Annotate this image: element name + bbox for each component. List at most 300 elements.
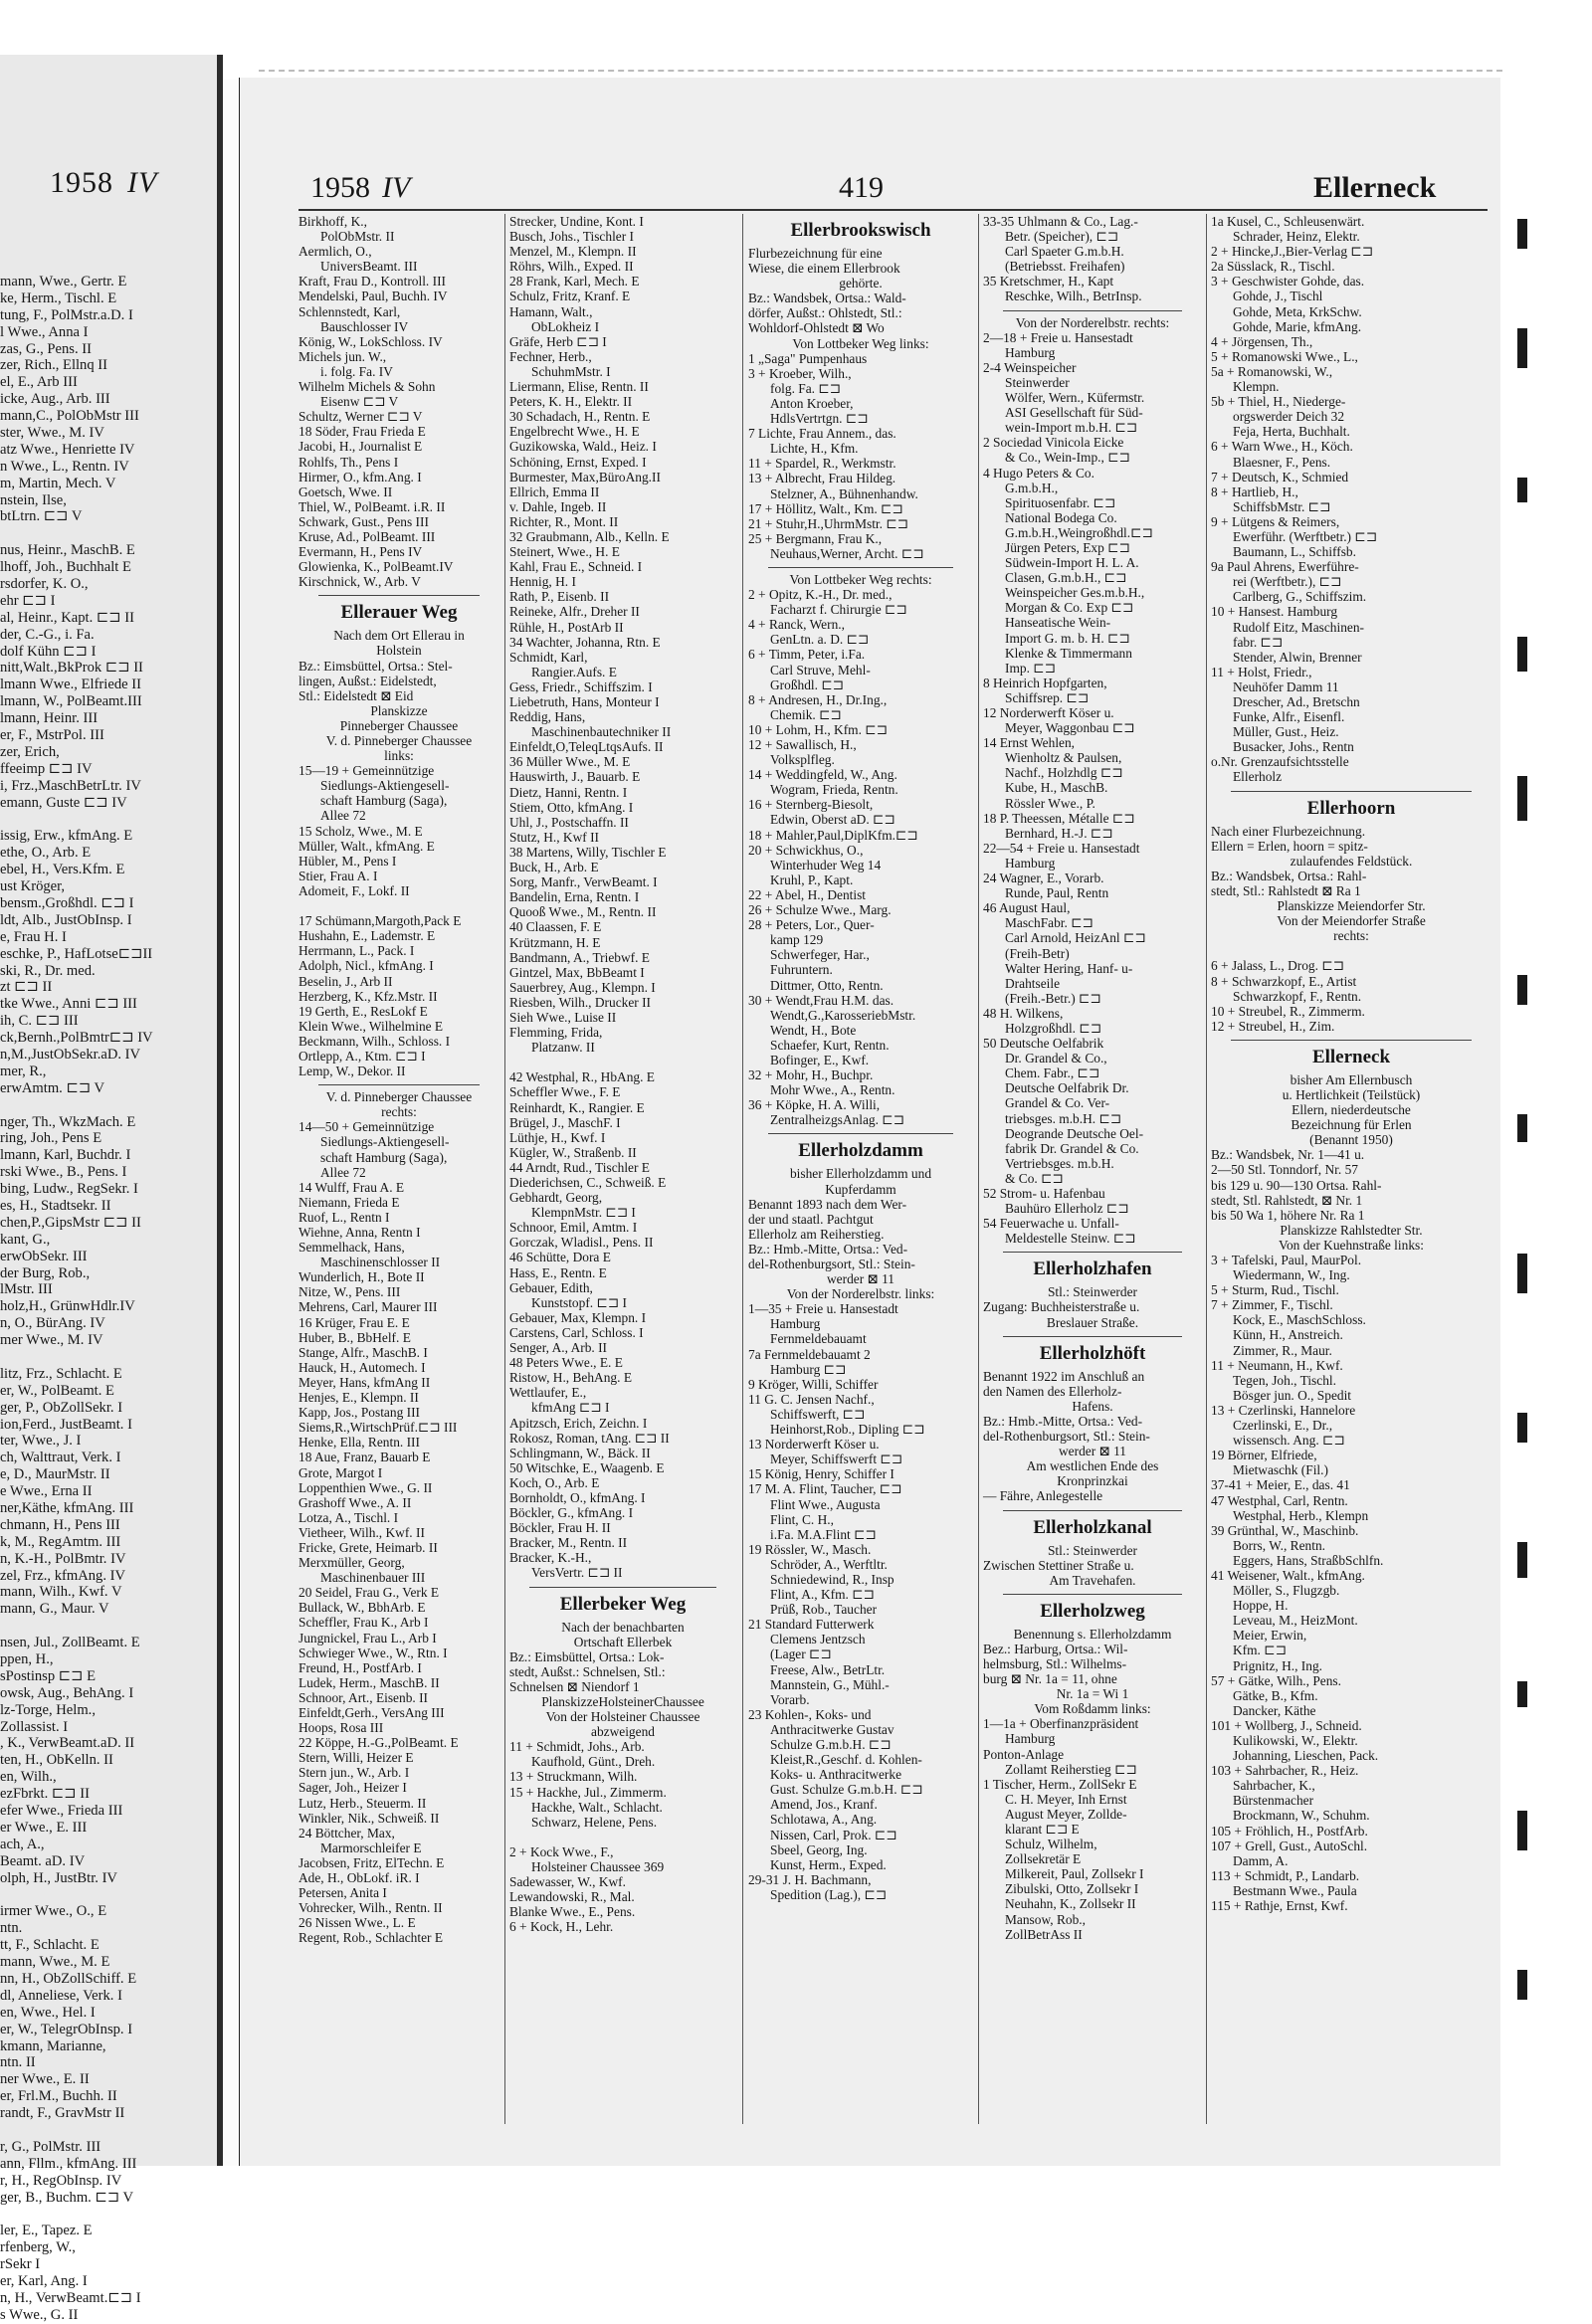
directory-entry: 3 + Tafelski, Paul, MaurPol.: [1211, 1253, 1362, 1267]
resident-subentry: i. folg. Fa. IV: [320, 363, 393, 379]
left-page-line: er, Karl, Ang. I: [0, 2272, 88, 2289]
directory-entry: Wohldorf-Ohlstedt ⊠ Wo: [748, 320, 885, 336]
directory-entry: Henke, Ella, Rentn. III: [298, 1435, 420, 1451]
left-page-line: [0, 525, 213, 542]
resident-subentry: Vertriebsges. m.b.H.: [1005, 1155, 1114, 1171]
resident-subentry: Gohde, Marie, kfmAng.: [1233, 318, 1362, 334]
left-page-header: [50, 166, 157, 200]
directory-entry: Jungnickel, Frau L., Arb I: [298, 1630, 437, 1646]
resident-subentry: Neuhahn, K., Zollsekr II: [1005, 1896, 1136, 1912]
resident-subentry: ObLokheiz I: [531, 318, 600, 334]
directory-entry: Hirmer, O., kfm.Ang. I: [298, 469, 422, 484]
directory-entry: 20 + Schwickhus, O.,: [748, 842, 864, 858]
resident-subentry: Flint, C. H.,: [770, 1511, 834, 1527]
street-note: Von der Norderelbstr. links:: [786, 1286, 935, 1302]
resident-subentry: Hamburg: [1005, 1731, 1056, 1747]
left-page-line: lmann Wwe., Elfriede II: [0, 677, 141, 693]
directory-entry: Lemp, W., Dekor. II: [298, 1064, 406, 1079]
left-page-line: nsen, Jul., ZollBeamt. E: [0, 1635, 140, 1651]
section-separator: [1003, 1510, 1182, 1511]
resident-subentry: Nissen, Carl, Prok. ⊏⊐: [770, 1827, 897, 1842]
section-separator: [1003, 310, 1182, 311]
left-page-line: der Burg, Rob.,: [0, 1264, 91, 1281]
street-note: Von der Kuehnstraße links:: [1279, 1237, 1424, 1253]
resident-subentry: schaft Hamburg (Saga),: [320, 793, 448, 809]
left-page-line: i, Frz.,MaschBetrLtr. IV: [0, 777, 141, 794]
directory-entry: 6 + Kock, H., Lehr.: [509, 1919, 614, 1935]
directory-entry: 5a + Romanowski, W.,: [1211, 363, 1333, 379]
left-page-line: n, O., BürAng. IV: [0, 1315, 105, 1332]
left-page-line: bensm.,Großhdl. ⊏⊐ I: [0, 894, 134, 911]
directory-entry: Uhl, J., Postschaffn. II: [509, 814, 629, 830]
resident-subentry: Flint, A., Kfm. ⊏⊐: [770, 1587, 875, 1603]
left-page-line: r, G., PolMstr. III: [0, 2138, 101, 2155]
left-page-entries: [0, 274, 213, 2324]
directory-entry: 35 Kretschmer, H., Kapt: [983, 274, 1114, 290]
street-note: Vom Roßdamm links:: [1034, 1701, 1151, 1717]
section-separator: [318, 1084, 480, 1085]
directory-entry: 30 + Wendt,Frau H.M. das.: [748, 992, 895, 1008]
directory-entry: Dietz, Hanni, Rentn. I: [509, 784, 628, 800]
header-rule: [298, 209, 1488, 211]
left-page-line: ethe, O., Arb. E: [0, 845, 92, 862]
directory-entry: Lotza, A., Tischl. I: [298, 1509, 399, 1525]
directory-entry: Liebetruth, Hans, Monteur I: [509, 694, 660, 709]
directory-entry: Wunderlich, H., Bote II: [298, 1269, 425, 1285]
directory-entry: Glowienka, K., PolBeamt.IV: [298, 559, 454, 575]
directory-entry: 8 + Andresen, H., Dr.Ing.,: [748, 691, 888, 707]
resident-subentry: Busacker, Johs., Rentn: [1233, 739, 1354, 755]
resident-subentry: Reschke, Wilh., BetrInsp.: [1005, 289, 1142, 304]
directory-entry: 113 + Schmidt, P., Landarb.: [1211, 1867, 1360, 1883]
directory-entry: Ponton-Anlage: [983, 1746, 1065, 1762]
left-page-line: ger, P., ObZollSekr. I: [0, 1399, 123, 1416]
resident-subentry: Ellerholz: [1233, 769, 1283, 785]
directory-entry: 33-35 Uhlmann & Co., Lag.-: [983, 214, 1138, 229]
resident-subentry: Bauhüro Ellerholz ⊏⊐: [1005, 1201, 1129, 1217]
directory-entry: 12 + Sawallisch, H.,: [748, 737, 857, 752]
directory-column-1: [298, 214, 499, 2134]
resident-subentry: Edwin, Oberst aD. ⊏⊐: [770, 812, 896, 828]
left-page-line: chmann, H., Pens III: [0, 1516, 120, 1533]
directory-entry: 8 Heinrich Hopfgarten,: [983, 675, 1107, 690]
directory-entry: Hennig, H. I: [509, 574, 576, 590]
directory-entry: Ade, H., ObLokf. iR. I: [298, 1870, 420, 1886]
directory-entry: 26 Nissen Wwe., L. E: [298, 1915, 416, 1931]
directory-entry: 40 Claassen, F. E: [509, 919, 602, 935]
left-page-line: r, H., RegObInsp. IV: [0, 2172, 122, 2189]
directory-entry: Stier, Frau A. I: [298, 868, 378, 883]
resident-subentry: Wendt,G.,KarosseriebMstr.: [770, 1007, 916, 1023]
resident-subentry: kamp 129: [770, 932, 824, 948]
resident-subentry: Hamburg: [770, 1316, 821, 1332]
directory-entry: Ristow, H., BehAng. E: [509, 1370, 632, 1386]
left-page-line: ust Kröger,: [0, 878, 66, 895]
street-note: links:: [384, 748, 414, 764]
directory-entry: Huber, B., BbHelf. E: [298, 1329, 411, 1345]
directory-entry: Herrmann, L., Pack. I: [298, 943, 415, 959]
left-page-line: eschke, P., HafLotse⊏⊐II: [0, 945, 153, 962]
resident-subentry: Klempn.: [1233, 379, 1280, 395]
resident-subentry: Kunst, Herm., Exped.: [770, 1856, 887, 1872]
directory-entry: Zugang: Buchheisterstraße u.: [983, 1299, 1140, 1315]
directory-entry: 36 + Köpke, H. A. Willi,: [748, 1097, 881, 1113]
directory-entry: 115 + Rathje, Ernst, Kwf.: [1211, 1898, 1348, 1914]
resident-subentry: Leveau, M., HeizMont.: [1233, 1613, 1358, 1629]
directory-entry: Müller, Walt., kfmAng. E: [298, 838, 435, 854]
resident-subentry: GenLtn. a. D. ⊏⊐: [770, 632, 870, 648]
resident-subentry: Bestmann Wwe., Paula: [1233, 1882, 1357, 1898]
directory-entry: Stern jun., W., Arb. I: [298, 1765, 410, 1781]
directory-entry: 4 + Jörgensen, Th.,: [1211, 333, 1313, 349]
resident-subentry: Gohde, J., Tischl: [1233, 289, 1323, 304]
directory-entry: 34 Wachter, Johanna, Rtn. E: [509, 634, 661, 650]
left-page-line: holz,H., GrünwHdlr.IV: [0, 1298, 135, 1315]
left-page-line: owsk, Aug., BehAng. I: [0, 1684, 134, 1701]
directory-entry: 21 Standard Futterwerk: [748, 1617, 875, 1633]
directory-entry: Stange, Alfr., MaschB. I: [298, 1344, 428, 1360]
directory-entry: Menzel, M., Klempn. II: [509, 244, 637, 260]
street-heading: Ellerbeker Weg: [559, 1593, 687, 1615]
street-note: Stl.: Steinwerder: [1047, 1284, 1137, 1300]
left-page-line: ler, E., Tapez. E: [0, 2223, 93, 2239]
resident-subentry: Hamburg ⊏⊐: [770, 1361, 847, 1377]
directory-entry: Schwark, Gust., Pens III: [298, 513, 429, 529]
directory-entry: 3 + Kroeber, Wilh.,: [748, 365, 852, 381]
resident-subentry: Maschinenbauer III: [320, 1570, 426, 1586]
directory-entry: Loppenthien Wwe., G. II: [298, 1479, 433, 1495]
directory-entry: Schulz, Fritz, Kranf. E: [509, 289, 631, 304]
directory-entry: Flemming, Frida,: [509, 1025, 603, 1041]
directory-entry: 54 Feuerwache u. Unfall-: [983, 1216, 1119, 1232]
left-page-line: n, K.-H., PolBmtr. IV: [0, 1550, 126, 1567]
directory-entry: Böckler, G., kfmAng. I: [509, 1505, 634, 1521]
resident-subentry: Baumann, L., Schiffsb.: [1233, 544, 1356, 560]
directory-entry: Beckmann, Wilh., Schloss. I: [298, 1033, 451, 1049]
left-page-line: ezFbrkt. ⊏⊐ II: [0, 1786, 90, 1803]
resident-subentry: Siedlungs-Aktiengesell-: [320, 778, 450, 794]
directory-entry: Kraft, Frau D., Kontroll. III: [298, 274, 447, 290]
directory-entry: Niemann, Frieda E: [298, 1194, 400, 1210]
street-note: Planskizze: [370, 702, 428, 718]
directory-entry: Schnoor, Emil, Amtm. I: [509, 1220, 638, 1236]
directory-entry: König, W., LokSchloss. IV: [298, 333, 443, 349]
left-page-line: emann, Guste ⊏⊐ IV: [0, 794, 127, 811]
directory-entry: Brügel, J., MaschF. I: [509, 1114, 621, 1130]
resident-subentry: Eggers, Hans, StraßbSchlfn.: [1233, 1552, 1384, 1568]
resident-subentry: Platzanw. II: [531, 1040, 595, 1056]
directory-entry: Bez.: Harburg, Ortsa.: Wil-: [983, 1641, 1128, 1656]
left-page-line: ner Wwe., E. II: [0, 2071, 90, 2088]
directory-entry: Bracker, K.-H.,: [509, 1550, 592, 1566]
directory-entry: Röhrs, Wilh., Exped. II: [509, 259, 634, 275]
resident-subentry: Schiffswerft, ⊏⊐: [770, 1406, 866, 1422]
left-page-line: tke Wwe., Anni ⊏⊐ III: [0, 996, 137, 1013]
directory-entry: 28 + Peters, Lor., Quer-: [748, 917, 875, 933]
resident-subentry: Clemens Jentzsch: [770, 1632, 866, 1647]
street-note: Stl.: Steinwerder: [1047, 1542, 1137, 1558]
directory-entry: Bz.: Wandsbek, Nr. 1—41 u.: [1211, 1147, 1365, 1163]
directory-entry: Böckler, Frau H. II: [509, 1520, 611, 1536]
directory-entry: Ellern = Erlen, hoorn = spitz-: [1211, 838, 1368, 854]
directory-entry: Schmidt, Karl,: [509, 649, 588, 665]
left-page-year: 1958: [50, 166, 113, 199]
directory-entry: Henjes, E., Klempn. II: [298, 1390, 419, 1406]
directory-entry: 7 + Zimmer, F., Tischl.: [1211, 1297, 1333, 1313]
street-note: rechts:: [1333, 928, 1369, 944]
resident-subentry: Wiedermann, W., Ing.: [1233, 1267, 1350, 1283]
register-mark: [1517, 219, 1527, 249]
directory-entry: Rath, P., Eisenb. II: [509, 589, 610, 605]
left-page-line: litz, Frz., Schlacht. E: [0, 1365, 122, 1382]
section-separator: [1003, 1336, 1182, 1337]
street-note: Planskizze Meiendorfer Str.: [1277, 898, 1426, 914]
directory-entry: Schlennstedt, Karl,: [298, 303, 401, 319]
resident-subentry: Künn, H., Anstreich.: [1233, 1327, 1343, 1343]
column-divider: [504, 214, 505, 2124]
resident-subentry: (Freih-Betr): [1005, 945, 1070, 961]
resident-subentry: Spedition (Lag.), ⊏⊐: [770, 1886, 888, 1902]
resident-subentry: Mansow, Rob.,: [1005, 1911, 1086, 1927]
resident-subentry: Möller, S., Flugzgb.: [1233, 1583, 1340, 1599]
resident-subentry: Maschinenschlosser II: [320, 1255, 441, 1270]
left-page-line: en, Wwe., Hel. I: [0, 2004, 96, 2021]
left-page-line: n Wwe., L., Rentn. IV: [0, 458, 129, 475]
directory-entry: Hauck, H., Automech. I: [298, 1359, 426, 1375]
left-page-line: zer, Rich., Ellnq II: [0, 357, 108, 374]
resident-subentry: triebsges. m.b.H. ⊏⊐: [1005, 1110, 1122, 1126]
street-note: Ellern, niederdeutsche: [1292, 1102, 1411, 1118]
left-page-line: ffeeimp ⊏⊐ IV: [0, 760, 93, 777]
directory-entry: 50 Witschke, E., Waagenb. E: [509, 1459, 665, 1475]
register-mark: [1517, 975, 1527, 1005]
left-page-line: bing, Ludw., RegSekr. I: [0, 1181, 138, 1198]
directory-entry: Meyer, Hans, kfmAng II: [298, 1374, 431, 1390]
directory-entry: 18 Aue, Franz, Bauarb E: [298, 1450, 431, 1465]
resident-subentry: Müller, Gust., Heiz.: [1233, 724, 1339, 740]
resident-subentry: Milkereit, Paul, Zollsekr I: [1005, 1866, 1144, 1882]
resident-subentry: Morgan & Co. Exp ⊏⊐: [1005, 600, 1134, 616]
directory-entry: burg ⊠ Nr. 1a = 11, ohne: [983, 1671, 1117, 1687]
left-page-line: ski, R., Dr. med.: [0, 962, 96, 979]
register-mark: [1517, 328, 1527, 368]
left-page-line: er, F., MstrPol. III: [0, 727, 104, 744]
left-page-line: n, H., VerwBeamt.⊏⊐ I: [0, 2289, 141, 2306]
directory-entry: 17 Schümann,Margoth,Pack E: [298, 913, 462, 929]
directory-entry: bis 50 Wa 1, höhere Nr. Ra 1: [1211, 1207, 1365, 1223]
resident-subentry: SchiffsbMstr. ⊏⊐: [1233, 498, 1331, 514]
directory-entry: 19 Gerth, E., ResLokf E: [298, 1003, 428, 1019]
left-page-line: ner,Käthe, kfmAng. III: [0, 1500, 134, 1517]
street-note: abzweigend: [591, 1724, 655, 1740]
resident-subentry: National Bodega Co.: [1005, 509, 1117, 525]
directory-entry: Hoops, Rosa III: [298, 1720, 384, 1736]
directory-entry: Ellerholz am Reiherstieg.: [748, 1226, 885, 1242]
header-year: 1958: [310, 171, 370, 204]
directory-entry: Birkhoff, K.,: [298, 214, 367, 229]
resident-subentry: (Freih.-Betr.) ⊏⊐: [1005, 990, 1101, 1006]
resident-subentry: Chem. Fabr., ⊏⊐: [1005, 1065, 1100, 1081]
directory-entry: 19 Rössler, W., Masch.: [748, 1541, 872, 1557]
directory-entry: Rokosz, Roman, tAng. ⊏⊐ II: [509, 1430, 670, 1446]
directory-column-5: [1211, 214, 1492, 2134]
left-page-line: er, W., TelegrObInsp. I: [0, 2021, 133, 2037]
left-page-line: tt, F., Schlacht. E: [0, 1937, 100, 1954]
directory-entry: Semmelhack, Hans,: [298, 1240, 405, 1256]
directory-entry: 24 Wagner, E., Vorarb.: [983, 871, 1104, 886]
left-page-line: ger, B., Buchm. ⊏⊐ V: [0, 2189, 134, 2206]
resident-subentry: Ewerführ. (Werftbetr.) ⊏⊐: [1233, 528, 1378, 544]
resident-subentry: Heinhorst,Rob., Dipling ⊏⊐: [770, 1422, 925, 1438]
left-page-line: ldt, Alb., JustObInsp. I: [0, 911, 132, 928]
section-separator: [1003, 1594, 1182, 1595]
left-page-line: ntn.: [0, 1920, 23, 1937]
resident-subentry: Gohde, Meta, KrkSchw.: [1233, 303, 1362, 319]
directory-entry: 52 Strom- u. Hafenbau: [983, 1186, 1105, 1201]
resident-subentry: Sbeel, Georg, Ing.: [770, 1841, 868, 1857]
street-note: Ortschaft Ellerbek: [573, 1634, 673, 1649]
street-note: V. d. Pinneberger Chaussee: [325, 1089, 473, 1105]
resident-subentry: Meyer, Waggonbau ⊏⊐: [1005, 720, 1135, 736]
resident-subentry: Stender, Alwin, Brenner: [1233, 649, 1362, 665]
directory-entry: 14 + Weddingfeld, W., Ang.: [748, 767, 897, 783]
directory-entry: Buck, H., Arb. E: [509, 860, 599, 875]
directory-entry: 8 + Schwarzkopf, E., Artist: [1211, 973, 1357, 989]
left-page-line: zel, Frz., kfmAng. IV: [0, 1567, 126, 1584]
directory-entry: 46 August Haul,: [983, 900, 1071, 916]
left-page-line: icke, Aug., Arb. III: [0, 391, 110, 408]
directory-entry: 21 + Stuhr,H.,UhrmMstr. ⊏⊐: [748, 515, 908, 531]
resident-subentry: Nachf., Holzhdlg ⊏⊐: [1005, 765, 1123, 781]
directory-entry: Bandmann, A., Triebwf. E: [509, 949, 650, 965]
resident-subentry: Schwerfeger, Har.,: [770, 947, 870, 963]
left-page-line: ppen, H.,: [0, 1651, 54, 1668]
register-mark: [1517, 1114, 1527, 1142]
directory-entry: Gorczak, Wladisl., Pens. II: [509, 1235, 654, 1251]
directory-entry: Gintzel, Max, BbBeamt I: [509, 964, 645, 980]
resident-subentry: i.Fa. M.A.Flint ⊏⊐: [770, 1526, 877, 1542]
resident-subentry: HdlsVertrtgn. ⊏⊐: [770, 411, 869, 427]
resident-subentry: Carlberg, G., Schiffszim.: [1233, 589, 1367, 605]
left-page-line: rsdorfer, K. O.,: [0, 576, 89, 593]
running-street-name: Ellerneck: [1313, 171, 1437, 204]
register-mark: [1517, 1811, 1527, 1850]
resident-subentry: Import G. m. b. H. ⊏⊐: [1005, 630, 1130, 646]
directory-entry: stedt, Stl. Rahlstedt, ⊠ Nr. 1: [1211, 1192, 1363, 1208]
section-separator: [1231, 1040, 1472, 1041]
resident-subentry: Hackhe, Walt., Schlacht.: [531, 1799, 663, 1815]
directory-entry: Sadewasser, W., Kwf.: [509, 1874, 626, 1890]
resident-subentry: KlempnMstr. ⊏⊐ I: [531, 1205, 636, 1221]
left-page-line: nger, Th., WkzMach. E: [0, 1113, 136, 1130]
directory-entry: Bullack, W., BbhArb. E: [298, 1600, 426, 1616]
directory-entry: 11 + Holst, Friedr.,: [1211, 664, 1312, 679]
street-note: Am westlichen Ende des: [1026, 1458, 1159, 1474]
resident-subentry: Kaufhold, Günt., Dreh.: [531, 1754, 656, 1770]
left-page-line: nstein, Ilse,: [0, 491, 67, 508]
resident-subentry: Bernhard, H.-J. ⊏⊐: [1005, 825, 1113, 841]
directory-entry: 1 „Saga" Pumpenhaus: [748, 350, 868, 366]
resident-subentry: Anton Kroeber,: [770, 395, 854, 411]
directory-entry: Reddig, Hans,: [509, 709, 586, 725]
directory-entry: 39 Grünthal, W., Maschinb.: [1211, 1522, 1359, 1538]
directory-entry: Hauswirth, J., Bauarb. E: [509, 769, 641, 785]
street-note: zulaufendes Feldstück.: [1290, 853, 1413, 869]
directory-entry: Kruse, Ad., PolBeamt. III: [298, 528, 436, 544]
left-page-line: s Wwe., G. II: [0, 2306, 79, 2323]
resident-subentry: Damm, A.: [1233, 1852, 1289, 1868]
directory-entry: Schultz, Werner ⊏⊐ V: [298, 409, 423, 425]
resident-subentry: fabr. ⊏⊐: [1233, 634, 1284, 650]
directory-entry: Gess, Friedr., Schiffszim. I: [509, 678, 653, 694]
resident-subentry: kfmAng ⊏⊐ I: [531, 1400, 610, 1416]
left-page-line: , K., VerwBeamt.aD. II: [0, 1735, 135, 1752]
street-note: Nach der benachbarten: [561, 1619, 685, 1635]
resident-subentry: Dittmer, Otto, Rentn.: [770, 977, 884, 993]
street-note: Bezeichnung für Erlen: [1291, 1117, 1412, 1133]
directory-entry: Freund, H., PostfArb. I: [298, 1659, 422, 1675]
resident-subentry: Prüß, Rob., Taucher: [770, 1602, 878, 1618]
resident-subentry: Rössler Wwe., P.: [1005, 795, 1095, 811]
left-page-fragment: [0, 55, 223, 2323]
directory-entry: Herzberg, K., Kfz.Mstr. II: [298, 988, 438, 1004]
resident-subentry: Facharzt f. Chirurgie ⊏⊐: [770, 602, 907, 618]
directory-entry: 30 Schadach, H., Rentn. E: [509, 409, 651, 425]
resident-subentry: Koks- u. Anthracitwerke: [770, 1767, 902, 1783]
left-page-line: mann, Wwe., Gertr. E: [0, 274, 127, 290]
resident-subentry: Carl Struve, Mehl-: [770, 662, 871, 678]
directory-entry: del-Rothenburgsort, Stl.: Stein-: [748, 1257, 915, 1271]
resident-subentry: Zibulski, Otto, Zollsekr I: [1005, 1881, 1139, 1897]
left-page-line: er, W., PolBeamt. E: [0, 1382, 114, 1399]
directory-entry: Sieh Wwe., Luise II: [509, 1009, 617, 1025]
directory-column-3: [748, 214, 973, 2134]
directory-entry: 9 + Lütgens & Reimers,: [1211, 513, 1340, 529]
directory-entry: Kügler, W., Straßenb. II: [509, 1144, 637, 1160]
directory-entry: Riesben, Wilh., Drucker II: [509, 994, 652, 1010]
register-mark: [1517, 1542, 1527, 1578]
section-separator: [1231, 791, 1472, 792]
directory-entry: 13 + Czerlinski, Hannelore: [1211, 1402, 1356, 1418]
directory-entry: Bz.: Wandsbek, Ortsa.: Wald-: [748, 290, 906, 306]
left-page-line: atz Wwe., Henriette IV: [0, 441, 135, 458]
directory-entry: 2—18 + Freie u. Hansestadt: [983, 329, 1133, 345]
directory-entry: 10 + Streubel, R., Zimmerm.: [1211, 1003, 1365, 1019]
resident-subentry: Zimmer, R., Maur.: [1233, 1342, 1332, 1358]
resident-subentry: wissensch. Ang. ⊏⊐: [1233, 1433, 1345, 1449]
page-number: 419: [839, 171, 884, 204]
directory-entry: Schöning, Ernst, Exped. I: [509, 454, 647, 470]
resident-subentry: Hamburg: [1005, 855, 1056, 871]
resident-subentry: Steinwerder: [1005, 374, 1070, 390]
directory-entry: 5 + Sturm, Rud., Tischl.: [1211, 1282, 1339, 1298]
directory-entry: Bz.: Eimsbüttel, Ortsa.: Stel-: [298, 658, 453, 674]
directory-entry: 36 Müller Wwe., M. E: [509, 754, 631, 770]
resident-subentry: Stelzner, A., Bühnenhandw.: [770, 485, 918, 501]
directory-entry: 14—50 + Gemeinnützige: [298, 1119, 435, 1135]
directory-entry: Wiese, die einem Ellerbrook: [748, 261, 900, 277]
left-page-line: ehr ⊏⊐ I: [0, 592, 56, 609]
resident-subentry: Klenke & Timmermann: [1005, 645, 1132, 661]
left-page-line: Zollassist. I: [0, 1718, 69, 1735]
directory-entry: Grote, Margot I: [298, 1464, 383, 1480]
directory-entry: 38 Martens, Willy, Tischler E: [509, 844, 667, 860]
resident-subentry: ZentralheizgsAnlag. ⊏⊐: [770, 1112, 904, 1128]
register-mark: [1517, 1413, 1527, 1443]
directory-entry: 42 Westphal, R., HbAng. E: [509, 1069, 655, 1085]
resident-subentry: PolObMstr. II: [320, 229, 395, 245]
street-note: Nach dem Ort Ellerau in: [333, 628, 465, 644]
